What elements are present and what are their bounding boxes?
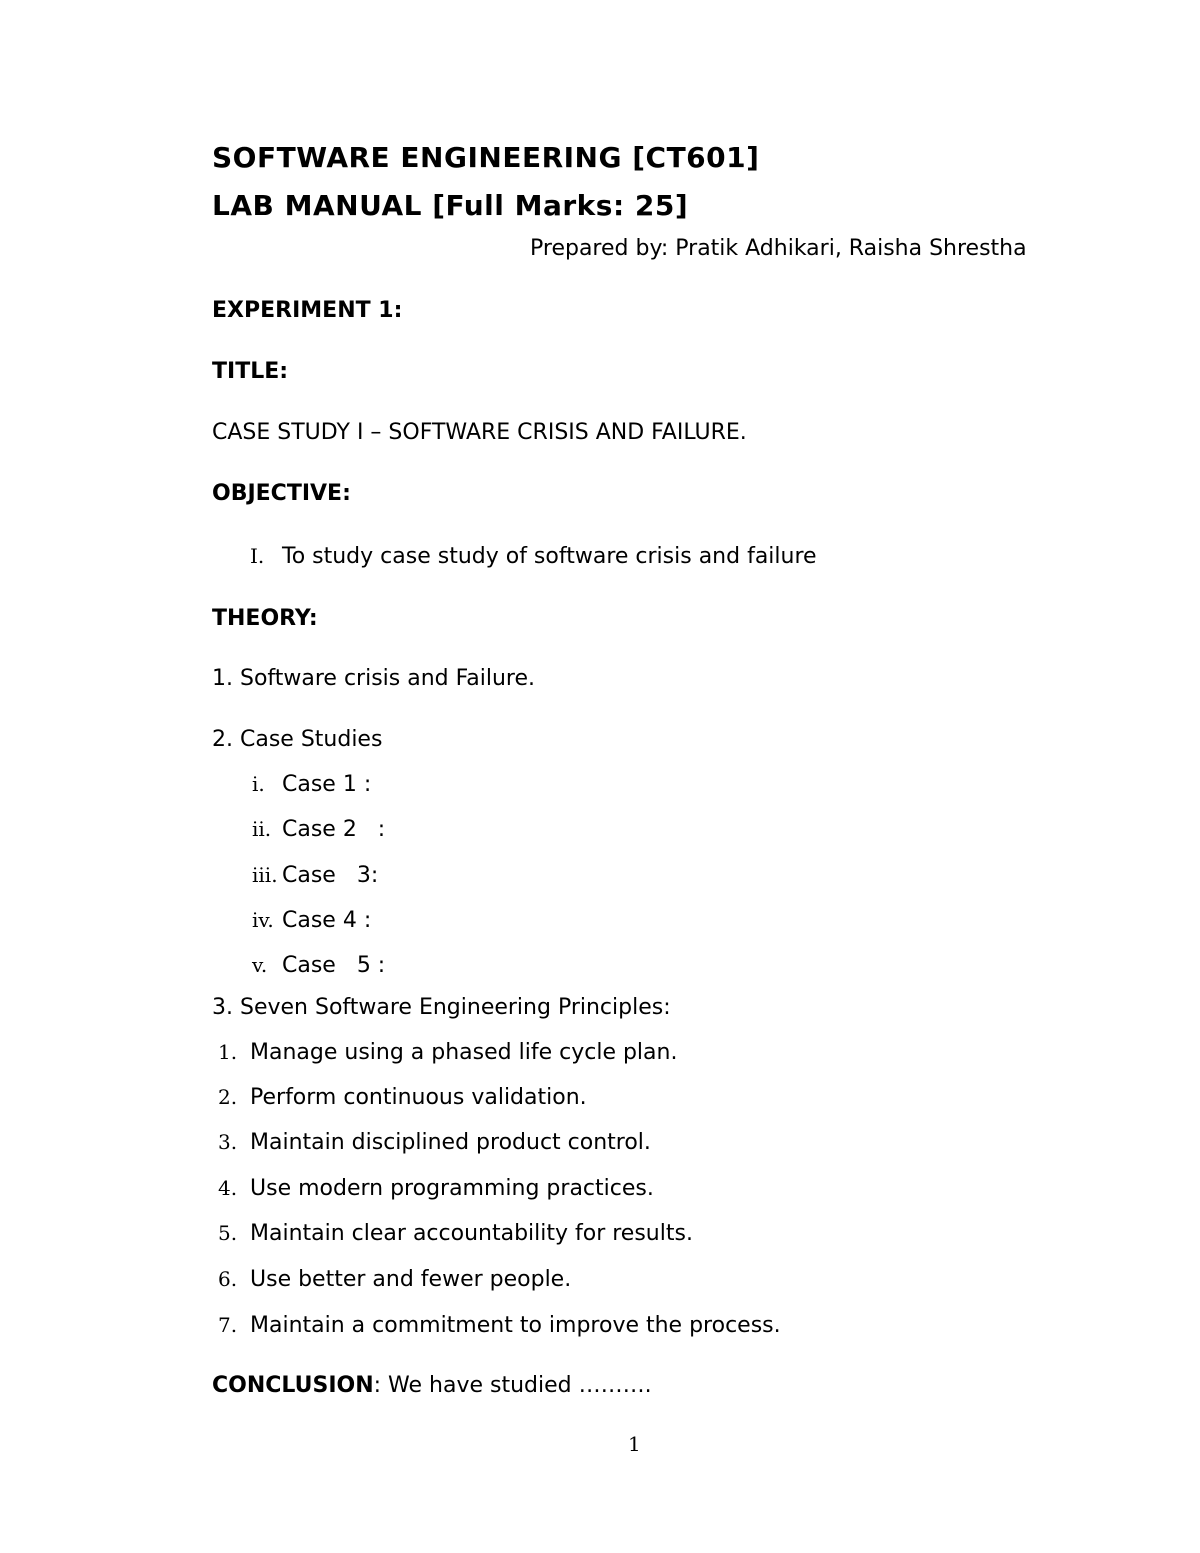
case-text: Case 1 :	[282, 772, 372, 797]
principle-item	[218, 1132, 651, 1154]
principle-item	[218, 1269, 571, 1291]
objective-item	[250, 546, 817, 568]
principle-marker: 5.	[218, 1221, 238, 1245]
principle-marker: 1.	[218, 1040, 238, 1064]
principle-item	[218, 1042, 677, 1064]
principle-text: Use better and fewer people.	[250, 1267, 572, 1292]
principle-item	[218, 1087, 587, 1109]
objective-marker: I.	[250, 544, 265, 568]
experiment-heading: EXPERIMENT 1:	[212, 298, 403, 323]
principle-marker: 7.	[218, 1313, 238, 1337]
principle-item	[218, 1223, 693, 1245]
case-item	[252, 865, 378, 887]
title-text: CASE STUDY I – SOFTWARE CRISIS AND FAILURE.	[212, 420, 747, 445]
case-item	[252, 955, 385, 977]
title-label: TITLE:	[212, 359, 289, 384]
principle-marker: 2.	[218, 1085, 238, 1109]
theory-label: THEORY:	[212, 606, 318, 631]
principle-text: Maintain a commitment to improve the process.	[250, 1313, 781, 1338]
principle-text: Use modern programming practices.	[250, 1176, 654, 1201]
principle-text: Perform continuous validation.	[250, 1085, 587, 1110]
case-text: Case 5 :	[282, 953, 386, 978]
case-marker: v.	[252, 953, 268, 977]
case-marker: iv.	[252, 908, 274, 932]
case-text: Case 4 :	[282, 908, 372, 933]
objective-text: To study case study of software crisis and failure	[282, 544, 817, 569]
principle-marker: 6.	[218, 1267, 238, 1291]
principle-text: Maintain disciplined product control.	[250, 1130, 651, 1155]
conclusion-label: CONCLUSION	[212, 1373, 374, 1398]
principle-text: Maintain clear accountability for results.	[250, 1221, 693, 1246]
conclusion-text: : We have studied ……….	[373, 1373, 652, 1398]
page-number: 1	[628, 1432, 641, 1456]
principle-text: Manage using a phased life cycle plan.	[250, 1040, 678, 1065]
theory-item-2: 2. Case Studies	[212, 727, 383, 752]
course-title: SOFTWARE ENGINEERING [CT601]	[212, 141, 760, 174]
case-marker: iii.	[252, 863, 278, 887]
principle-item	[218, 1178, 654, 1200]
conclusion	[212, 1375, 652, 1397]
case-item	[252, 774, 371, 796]
objective-label: OBJECTIVE:	[212, 481, 351, 506]
principle-marker: 4.	[218, 1176, 238, 1200]
principle-item	[218, 1315, 781, 1337]
principle-marker: 3.	[218, 1130, 238, 1154]
prepared-by: Prepared by: Pratik Adhikari, Raisha Shrestha	[530, 236, 1027, 261]
case-marker: i.	[252, 772, 265, 796]
case-item	[252, 819, 385, 841]
case-item	[252, 910, 371, 932]
case-text: Case 3:	[282, 863, 379, 888]
theory-item-1: 1. Software crisis and Failure.	[212, 666, 535, 691]
manual-title: LAB MANUAL [Full Marks: 25]	[212, 189, 689, 222]
case-marker: ii.	[252, 817, 272, 841]
case-text: Case 2 :	[282, 817, 386, 842]
principles-heading: 3. Seven Software Engineering Principles:	[212, 995, 671, 1020]
